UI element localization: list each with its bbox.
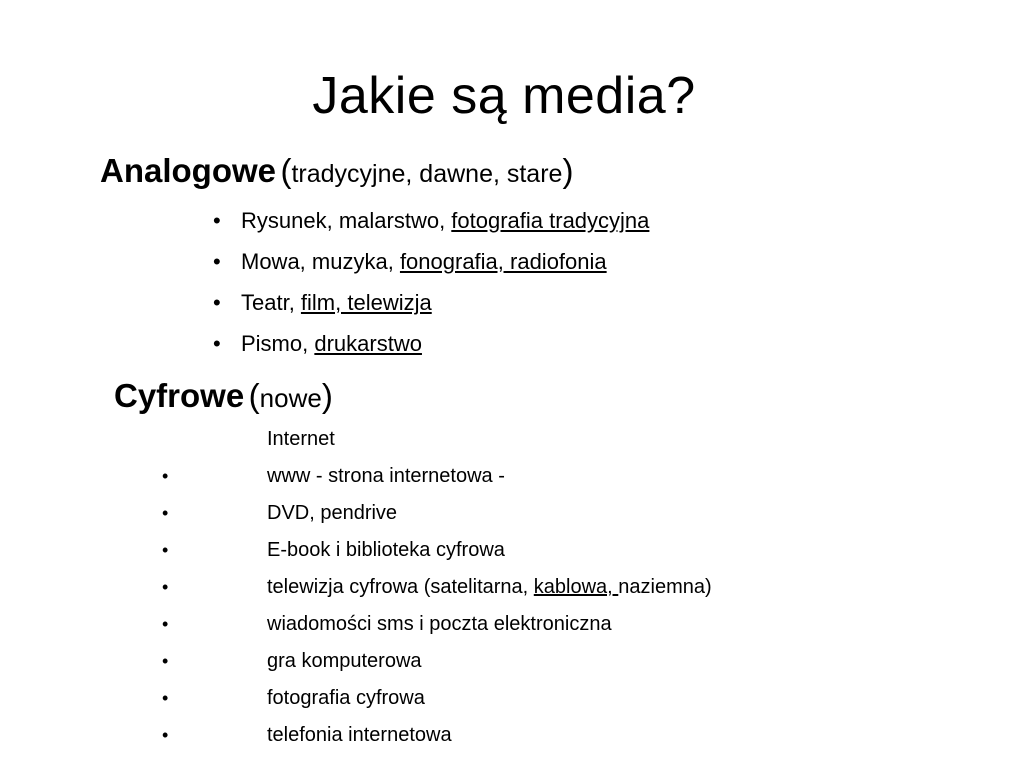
list-item-text: Internet [267, 428, 335, 450]
list-item-text: wiadomości sms i poczta elektroniczna [267, 613, 612, 635]
slide-title: Jakie są media? [312, 67, 696, 125]
list-item [0, 680, 1024, 717]
list-item [0, 495, 1024, 532]
bullet-icon: • [213, 249, 221, 274]
list-item-text: Rysunek, malarstwo, [241, 208, 452, 233]
list-item-text: gra komputerowa [267, 650, 422, 672]
analog-heading [100, 151, 573, 198]
list-item-link[interactable]: fotografia tradycyjna [451, 208, 650, 233]
bullet-icon: • [162, 688, 169, 708]
list-item-link[interactable]: kablowa, [533, 576, 619, 598]
analog-list [213, 205, 649, 369]
list-item-text [267, 569, 712, 606]
list-item-text: www - strona internetowa - [267, 465, 505, 487]
list-item [0, 569, 1024, 606]
list-item-text: telefonia internetowa [267, 724, 452, 746]
digital-heading-subtitle: nowe [259, 383, 322, 413]
bullet-icon: • [213, 331, 221, 356]
list-item-text: DVD, pendrive [267, 502, 398, 524]
list-item-text: Teatr, [241, 290, 301, 315]
list-item-text: fotografia cyfrowa [267, 687, 425, 709]
list-item-link[interactable]: fonografia, radiofonia [399, 249, 607, 274]
digital-open-paren: ( [248, 377, 260, 414]
bullet-icon: • [213, 208, 221, 233]
list-item [0, 717, 1024, 754]
analog-heading-subtitle: tradycyjne, dawne, stare [291, 160, 563, 188]
bullet-icon: • [162, 725, 169, 745]
bullet-icon: • [162, 540, 169, 560]
bullet-icon: • [162, 503, 169, 523]
list-item [0, 532, 1024, 569]
list-item [213, 246, 649, 287]
digital-heading-label: Cyfrowe [114, 377, 245, 414]
list-item [213, 328, 649, 369]
list-item-text-after: naziemna) [618, 576, 712, 598]
bullet-icon: • [162, 614, 169, 634]
bullet-icon: • [162, 466, 169, 486]
digital-close-paren: ) [321, 377, 333, 414]
analog-heading-label: Analogowe [100, 152, 277, 189]
list-item-text: E-book i biblioteka cyfrowa [267, 539, 505, 561]
list-item [0, 421, 1024, 458]
list-item-text-before: telewizja cyfrowa (satelitarna, [267, 576, 534, 598]
bullet-icon: • [162, 651, 169, 671]
list-item [213, 205, 649, 246]
analog-close-paren: ) [562, 152, 574, 189]
list-item-link[interactable]: film, telewizja [300, 290, 432, 315]
list-item [0, 606, 1024, 643]
digital-heading [114, 376, 333, 423]
list-item [0, 458, 1024, 495]
list-item [0, 643, 1024, 680]
list-item-text: Mowa, muzyka, [241, 249, 400, 274]
bullet-icon: • [213, 290, 221, 315]
analog-open-paren: ( [280, 152, 292, 189]
list-item-link[interactable]: drukarstwo [314, 331, 422, 356]
list-item-text: Pismo, [241, 331, 315, 356]
bullet-icon: • [162, 577, 169, 597]
digital-list [0, 421, 1024, 754]
list-item [213, 287, 649, 328]
